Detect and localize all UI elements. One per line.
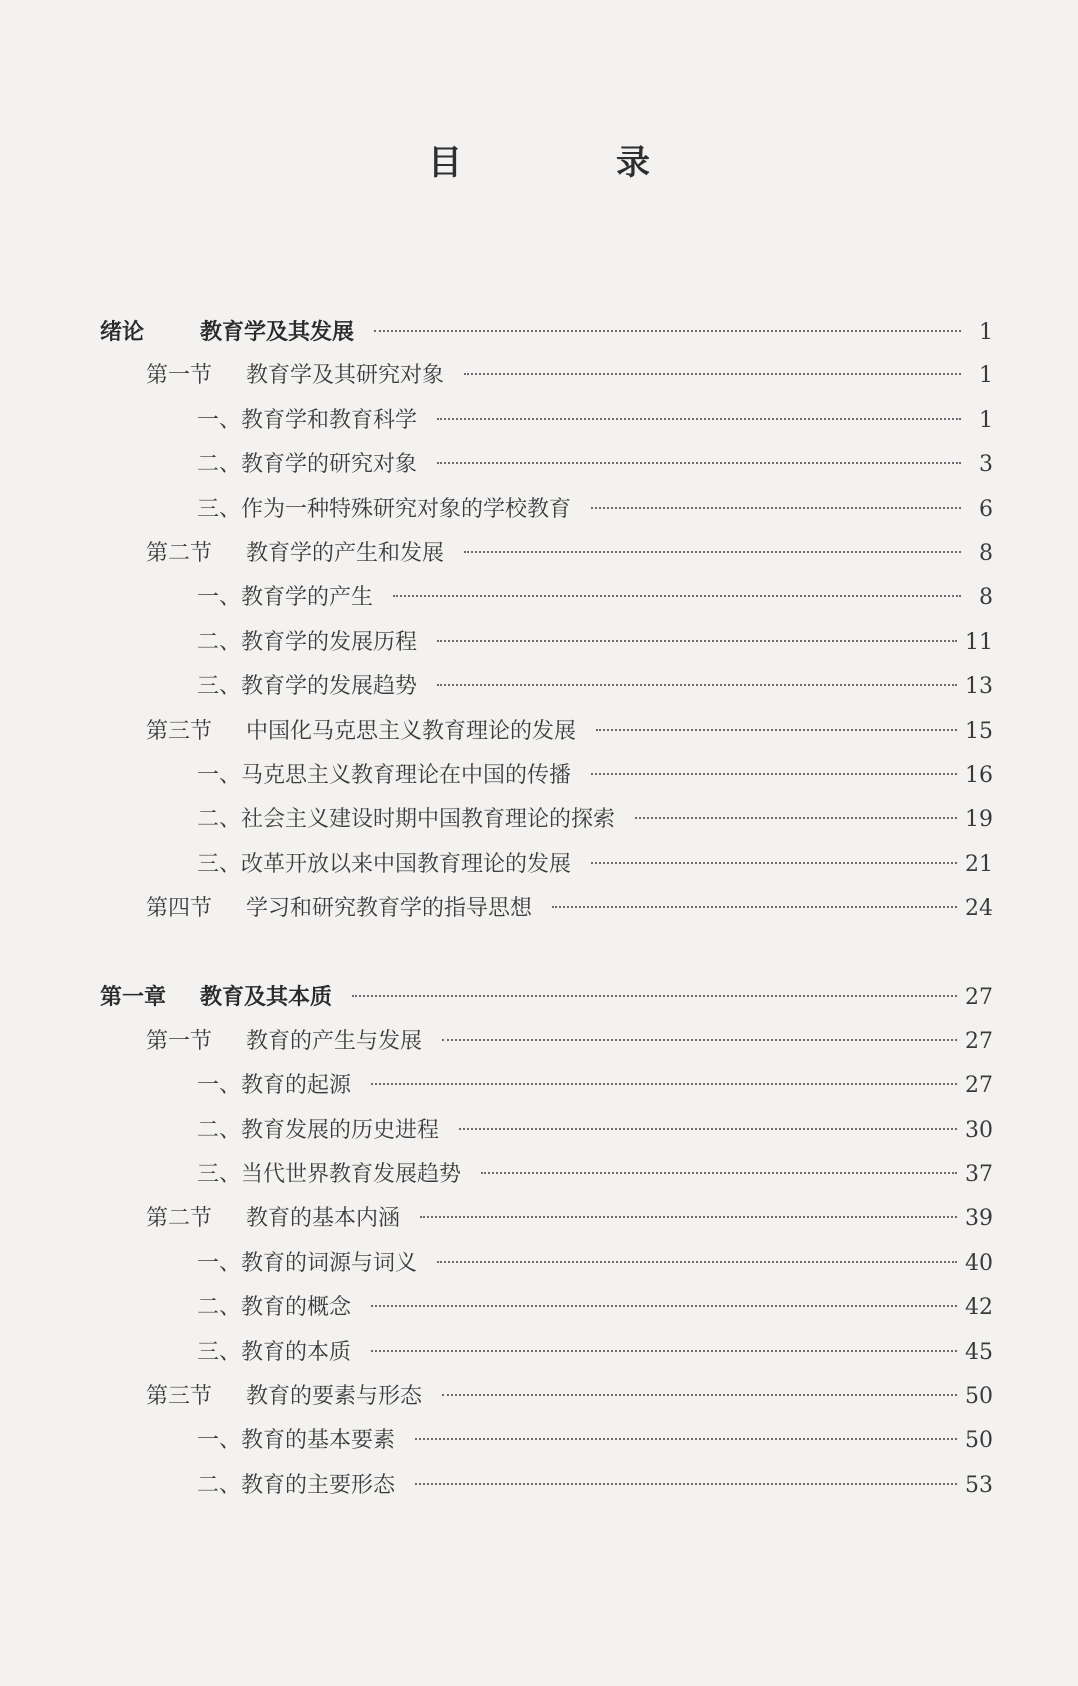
toc-entry-title: 教育学的发展趋势: [241, 674, 418, 700]
toc-entry-title: 教育学的产生: [241, 585, 374, 611]
toc-entry-label: [197, 399, 417, 443]
toc-entry-label: [146, 1375, 422, 1419]
page-title: 目 录: [428, 143, 710, 183]
toc-entry-page-number: 39: [965, 1206, 993, 1232]
toc-entry-label: [197, 1331, 351, 1375]
toc-entry-title: 教育学的产生和发展: [246, 540, 445, 566]
toc-entry-number: 第一节: [146, 363, 213, 389]
toc-entry-title: 教育的主要形态: [241, 1472, 396, 1498]
toc-entry-page-number: 27: [965, 985, 993, 1011]
toc-entry-page-number: 6: [979, 496, 993, 522]
toc-entry-title: 教育的基本内涵: [246, 1206, 401, 1232]
toc-entry[interactable]: [100, 665, 993, 709]
toc-entry-page-number: 19: [965, 807, 993, 833]
toc-entry-page-number: 50: [965, 1428, 993, 1454]
toc-entry-page-number: 27: [965, 1028, 993, 1054]
toc-entry[interactable]: [100, 975, 993, 1019]
toc-entry[interactable]: [100, 1153, 993, 1197]
toc-entry-label: [197, 1153, 461, 1197]
toc-entry-page-number: 24: [965, 896, 993, 922]
toc-entry-page-number: 37: [965, 1162, 993, 1188]
toc-entry-number: 二、: [197, 1295, 242, 1321]
dot-leader: [437, 684, 957, 686]
toc-entry-page-number: 3: [979, 452, 993, 478]
toc-entry-title: 教育的产生与发展: [246, 1028, 423, 1054]
toc-entry-page-number: 30: [965, 1117, 993, 1143]
toc-entry[interactable]: [100, 710, 993, 754]
toc-entry-number: 绪论: [100, 319, 145, 345]
toc-entry-title: 教育学及其发展: [200, 319, 355, 345]
toc-entry-title: 教育的概念: [241, 1295, 352, 1321]
toc-entry-title: 教育的基本要素: [241, 1428, 396, 1454]
toc-entry-label: [197, 665, 417, 709]
toc-entry[interactable]: [100, 798, 993, 842]
toc-entry-page-number: 42: [965, 1295, 993, 1321]
dot-leader: [437, 1261, 957, 1263]
toc-entry-label: [146, 710, 576, 754]
dot-leader: [371, 1083, 957, 1085]
toc-entry[interactable]: [100, 1331, 993, 1375]
toc-entry-page-number: 1: [979, 320, 993, 345]
dot-leader: [415, 1438, 957, 1440]
dot-leader: [591, 507, 961, 509]
toc-entry-number: 一、: [197, 762, 242, 788]
toc-entry-label: [146, 354, 444, 398]
toc-entry[interactable]: [100, 399, 993, 443]
toc-entry-title: 教育的起源: [241, 1073, 352, 1099]
toc-entry-number: 二、: [197, 452, 242, 478]
toc-entry-number: 三、: [197, 496, 242, 522]
toc-entry-page-number: 40: [965, 1250, 993, 1276]
toc-entry[interactable]: [100, 843, 993, 887]
dot-leader: [393, 595, 961, 597]
dot-leader: [459, 1128, 957, 1130]
dot-leader: [437, 418, 961, 420]
toc-entry-number: 二、: [197, 629, 242, 655]
toc-entry-title: 教育发展的历史进程: [241, 1117, 440, 1143]
toc-entry-label: [197, 1242, 417, 1286]
toc-entry-page-number: 16: [965, 762, 993, 788]
toc-entry-title: 改革开放以来中国教育理论的发展: [241, 851, 572, 877]
toc-entry[interactable]: [100, 1109, 993, 1153]
toc-entry-label: [197, 1286, 351, 1330]
toc-entry-title: 教育学和教育科学: [241, 407, 418, 433]
toc-entry-number: 三、: [197, 851, 242, 877]
toc-entry-title: 当代世界教育发展趋势: [241, 1162, 462, 1188]
toc-entry-page-number: 50: [965, 1383, 993, 1409]
toc-entry-label: [197, 1464, 395, 1508]
toc-entry-page-number: 13: [965, 674, 993, 700]
toc-entry[interactable]: [100, 1197, 993, 1241]
toc-entry-title: 教育的词源与词义: [241, 1250, 418, 1276]
toc-entry-page-number: 15: [965, 718, 993, 744]
toc-entry-title: 教育的本质: [241, 1339, 352, 1365]
toc-entry-title: 教育学的发展历程: [241, 629, 418, 655]
toc-entry-label: [197, 488, 571, 532]
dot-leader: [437, 640, 957, 642]
toc-entry-label: [197, 621, 417, 665]
toc-entry-label: [146, 1197, 400, 1241]
toc-entry-label: [197, 798, 615, 842]
toc-entry-number: 第四节: [146, 896, 213, 922]
toc-entry[interactable]: [100, 443, 993, 487]
toc-entry-label: [146, 532, 444, 576]
toc-entry-number: 一、: [197, 1073, 242, 1099]
toc-entry-page-number: 1: [979, 363, 993, 389]
toc-entry-title: 教育及其本质: [200, 984, 333, 1011]
dot-leader: [464, 373, 961, 375]
dot-leader: [481, 1172, 957, 1174]
toc-entry[interactable]: [100, 621, 993, 665]
toc-entry[interactable]: [100, 1020, 993, 1064]
toc-entry-number: 二、: [197, 807, 242, 833]
toc-entry-number: 一、: [197, 1428, 242, 1454]
toc-entry-title: 教育学的研究对象: [241, 452, 418, 478]
toc-entry-number: 二、: [197, 1472, 242, 1498]
dot-leader: [371, 1305, 957, 1307]
dot-leader: [437, 462, 961, 464]
toc-entry-label: [100, 310, 354, 354]
toc-entry[interactable]: [100, 1375, 993, 1419]
toc-entry-number: 第一节: [146, 1028, 213, 1054]
toc-entry[interactable]: [100, 1064, 993, 1108]
toc-entry-page-number: 1: [979, 407, 993, 433]
toc-entry-title: 社会主义建设时期中国教育理论的探索: [241, 807, 616, 833]
toc-entry-page-number: 11: [965, 629, 993, 655]
dot-leader: [420, 1216, 957, 1218]
toc-entry-number: 三、: [197, 1162, 242, 1188]
toc-entry[interactable]: [100, 1419, 993, 1463]
dot-leader: [635, 817, 957, 819]
dot-leader: [442, 1394, 957, 1396]
toc-entry-number: 一、: [197, 1250, 242, 1276]
toc-entry-label: [197, 576, 373, 620]
dot-leader: [591, 773, 957, 775]
toc-entry-number: 三、: [197, 1339, 242, 1365]
toc-entry-title: 教育的要素与形态: [246, 1383, 423, 1409]
toc-entry-title: 马克思主义教育理论在中国的传播: [241, 762, 572, 788]
toc-entry[interactable]: [100, 1242, 993, 1286]
toc-entry-label: [146, 887, 532, 931]
toc-entry[interactable]: [100, 1286, 993, 1330]
toc-entry-number: 第三节: [146, 1383, 213, 1409]
table-of-contents: [100, 310, 993, 1508]
toc-entry-number: 二、: [197, 1117, 242, 1143]
toc-entry[interactable]: [100, 488, 993, 532]
toc-entry-number: 一、: [197, 585, 242, 611]
toc-entry-label: [197, 1419, 395, 1463]
toc-entry-title: 学习和研究教育学的指导思想: [246, 896, 533, 922]
toc-entry-number: 第二节: [146, 540, 213, 566]
dot-leader: [464, 551, 961, 553]
toc-entry-page-number: 45: [965, 1339, 993, 1365]
toc-entry-title: 教育学及其研究对象: [246, 363, 445, 389]
toc-entry-page-number: 21: [965, 851, 993, 877]
dot-leader: [352, 995, 957, 997]
toc-entry[interactable]: [100, 354, 993, 398]
dot-leader: [371, 1350, 957, 1352]
toc-entry-number: 第三节: [146, 718, 213, 744]
toc-entry-page-number: 27: [965, 1073, 993, 1099]
toc-entry-label: [197, 843, 571, 887]
dot-leader: [552, 906, 957, 908]
toc-entry-label: [197, 754, 571, 798]
toc-entry-number: 一、: [197, 407, 242, 433]
toc-entry-label: [197, 443, 417, 487]
toc-entry[interactable]: [100, 754, 993, 798]
toc-entry-label: [197, 1064, 351, 1108]
toc-entry-number: 第二节: [146, 1206, 213, 1232]
toc-entry[interactable]: [100, 310, 993, 354]
dot-leader: [591, 862, 957, 864]
toc-entry-number: 第一章: [100, 984, 167, 1011]
toc-entry[interactable]: [100, 576, 993, 620]
toc-entry-title: 作为一种特殊研究对象的学校教育: [241, 496, 572, 522]
toc-entry-label: [146, 1020, 422, 1064]
dot-leader: [415, 1483, 957, 1485]
toc-entry-page-number: 8: [979, 540, 993, 566]
toc-entry-label: [197, 1109, 439, 1153]
toc-entry[interactable]: [100, 1464, 993, 1508]
dot-leader: [374, 330, 961, 332]
toc-entry-label: [100, 975, 332, 1019]
toc-entry[interactable]: [100, 532, 993, 576]
dot-leader: [442, 1039, 957, 1041]
toc-entry[interactable]: [100, 887, 993, 931]
toc-entry-title: 中国化马克思主义教育理论的发展: [246, 718, 577, 744]
toc-entry-page-number: 8: [979, 585, 993, 611]
toc-entry-number: 三、: [197, 674, 242, 700]
dot-leader: [596, 729, 957, 731]
toc-entry-page-number: 53: [965, 1472, 993, 1498]
